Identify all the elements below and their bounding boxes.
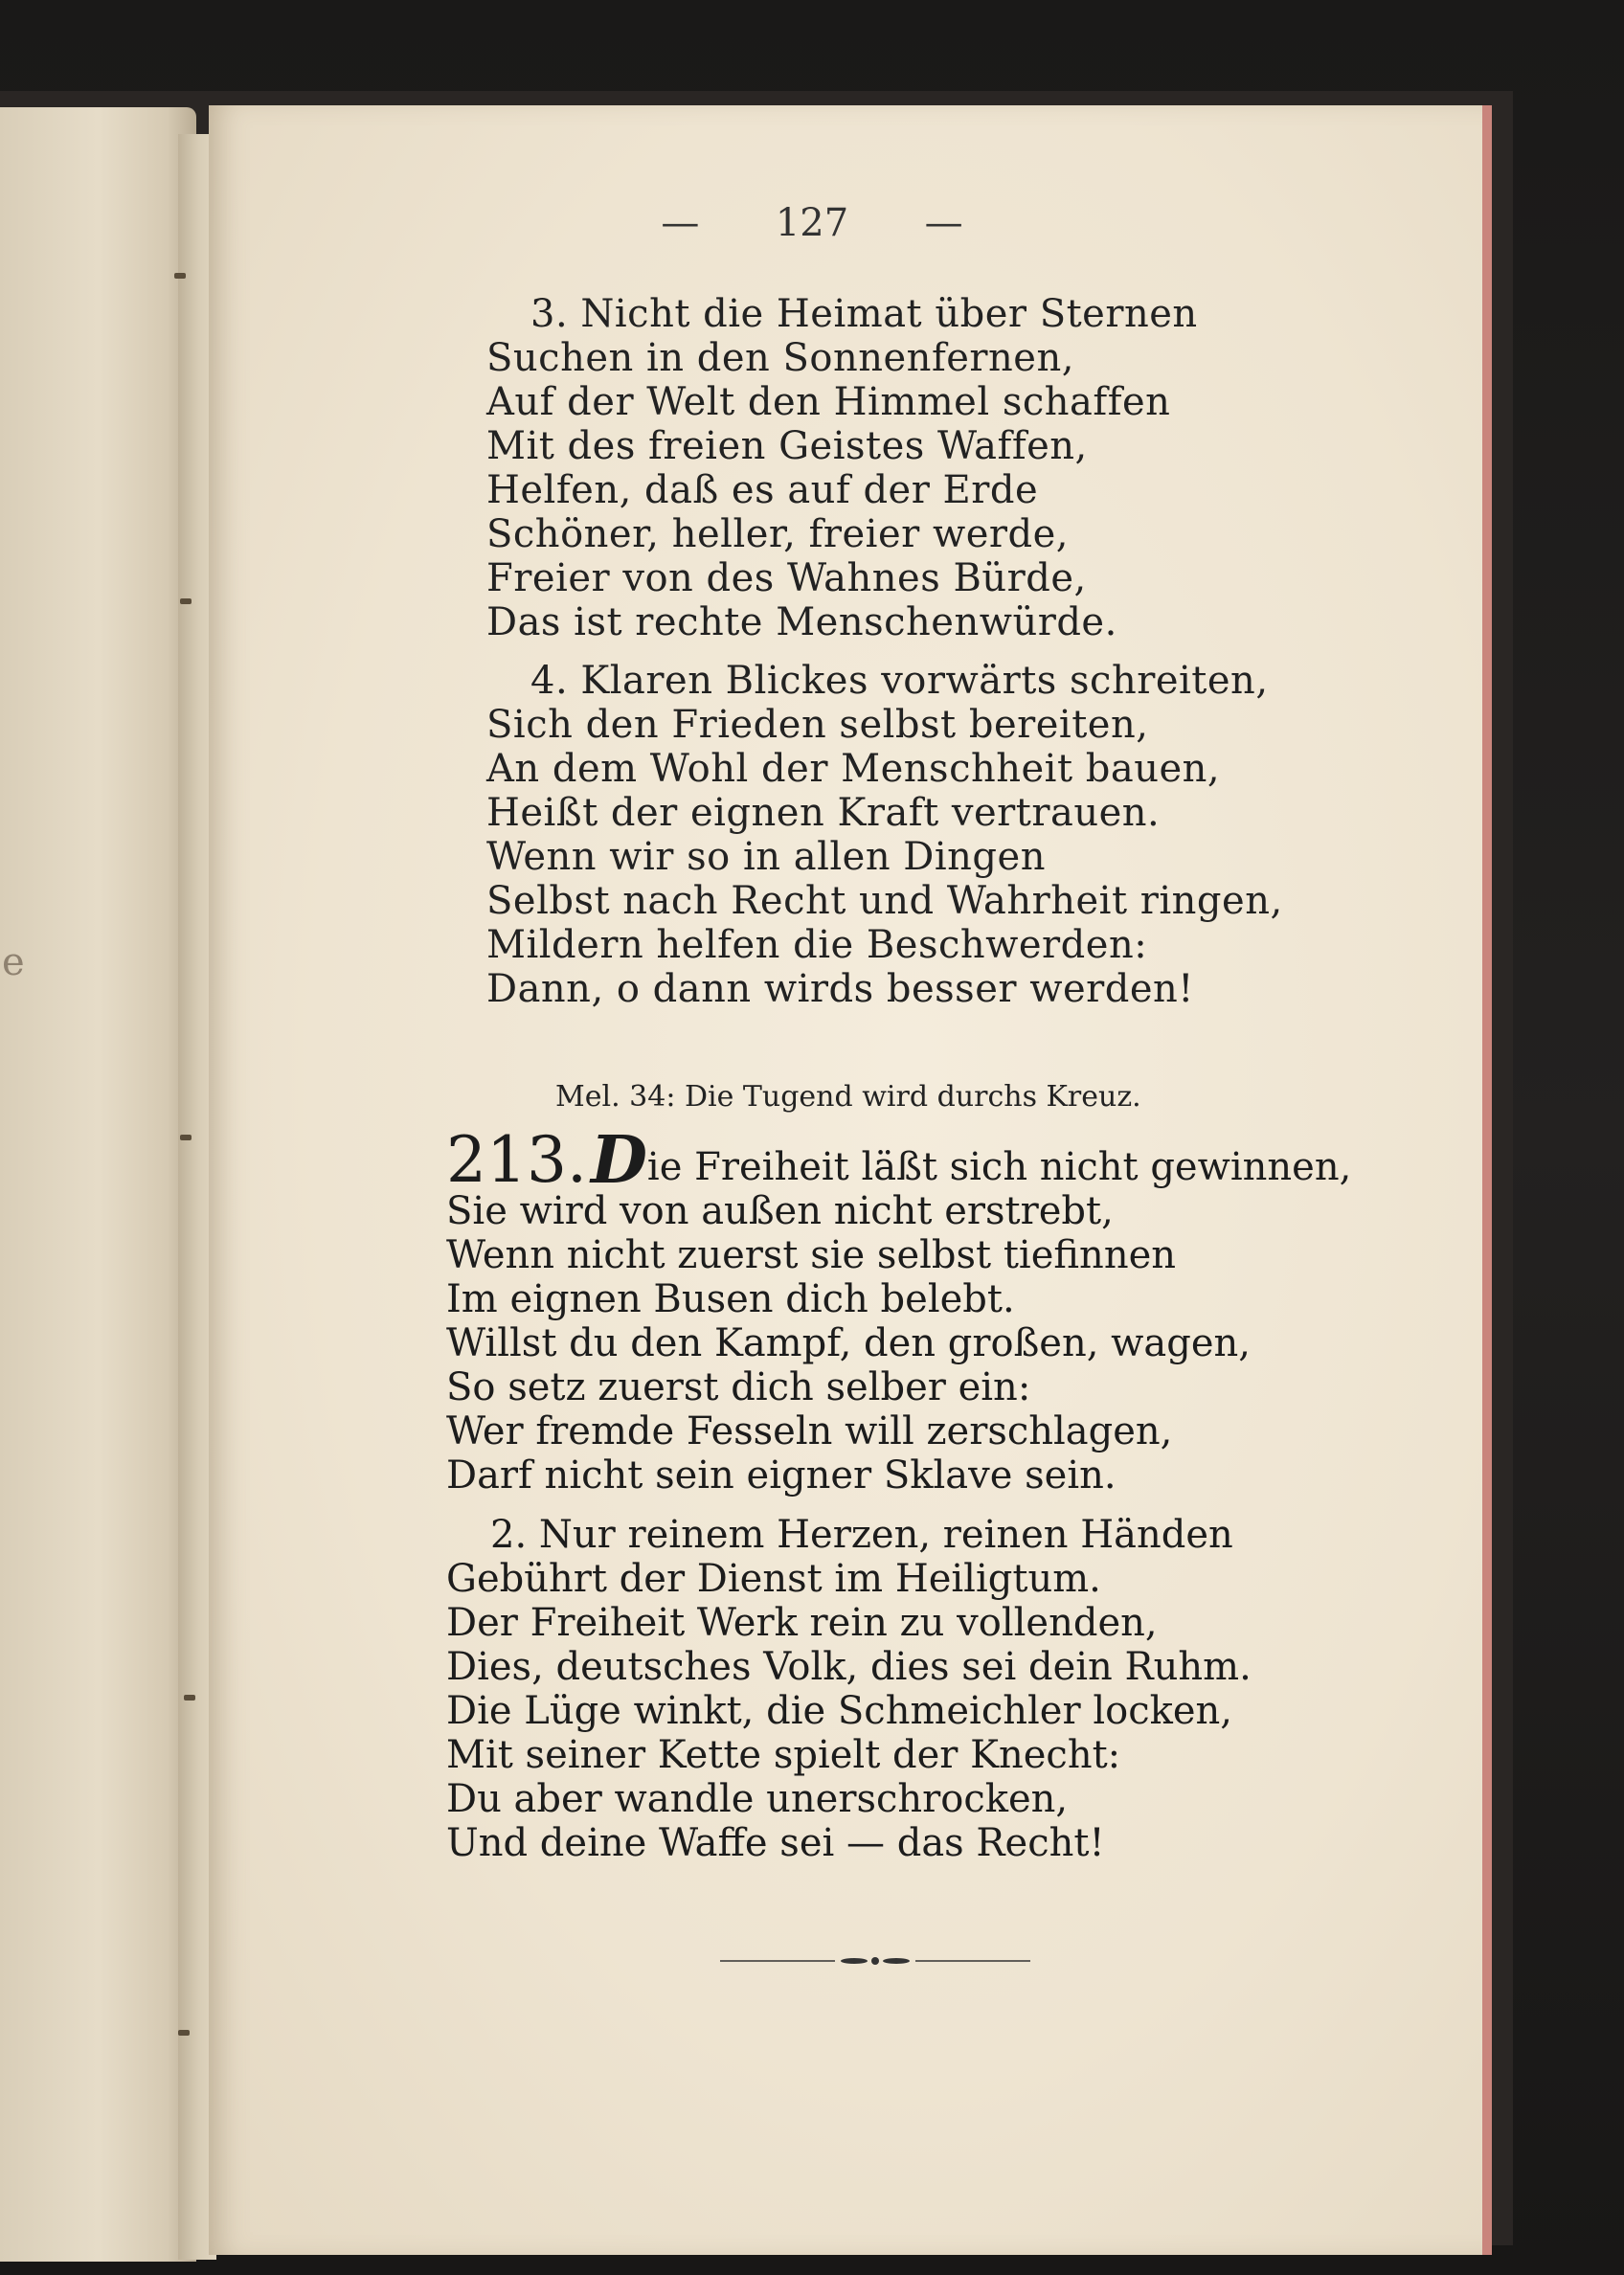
- verse-line: Wenn nicht zuerst sie selbst tiefinnen: [446, 1233, 1177, 1277]
- verse-line: Sich den Frieden selbst bereiten,: [486, 703, 1149, 747]
- verse-line: Darf nicht sein eigner Sklave sein.: [446, 1453, 1116, 1498]
- verse-line: Dann, o dann wirds besser werden!: [486, 967, 1194, 1011]
- page-number-dash-left: —: [661, 201, 700, 245]
- verse-line: Auf der Welt den Himmel schaffen: [486, 380, 1171, 424]
- verse-line: Mildern helfen die Beschwerden:: [486, 923, 1148, 967]
- verse-line: Das ist rechte Menschenwürde.: [486, 600, 1117, 644]
- verse-line: Wenn wir so in allen Dingen: [486, 835, 1046, 879]
- end-ornament: [720, 1951, 1030, 1971]
- binding-stitch: [180, 1135, 192, 1140]
- verse-line: So setz zuerst dich selber ein:: [446, 1365, 1031, 1409]
- left-page: [0, 107, 196, 2262]
- verse-line: Dies, deutsches Volk, dies sei dein Ruhm.: [446, 1645, 1252, 1689]
- binding-stitch: [178, 2030, 190, 2036]
- verse-line: Und deine Waffe sei — das Recht!: [446, 1821, 1105, 1865]
- ornament-flourish-right: [883, 1958, 910, 1964]
- ornament-flourish-left: [841, 1958, 868, 1964]
- verse-line: Suchen in den Sonnenfernen,: [486, 336, 1074, 380]
- verse-line: Freier von des Wahnes Bürde,: [486, 556, 1087, 600]
- verse-line: ie Freiheit läßt sich nicht gewinnen,: [646, 1145, 1352, 1189]
- verse-line: Du aber wandle unerschrocken,: [446, 1777, 1069, 1821]
- verse-line: Willst du den Kampf, den großen, wagen,: [446, 1321, 1251, 1365]
- verse-line: Im eignen Busen dich belebt.: [446, 1277, 1015, 1321]
- page-number: [0, 201, 1624, 245]
- page-number-value: 127: [775, 201, 849, 245]
- verse-line: Selbst nach Recht und Wahrheit ringen,: [486, 879, 1283, 923]
- stanza-4: [486, 659, 1283, 1011]
- binding-stitch: [184, 1695, 195, 1701]
- verse-line: Heißt der eignen Kraft vertrauen.: [486, 791, 1161, 835]
- verse-line: 2. Nur reinem Herzen, reinen Händen: [490, 1513, 1233, 1557]
- verse-line: Mit des freien Geistes Waffen,: [486, 424, 1088, 468]
- verse-line: Der Freiheit Werk rein zu vollenden,: [446, 1601, 1158, 1645]
- ornament-center-dot: [871, 1957, 879, 1965]
- hymn-initial-letter: D: [590, 1122, 647, 1199]
- verse-line: Wer fremde Fesseln will zerschlagen,: [446, 1409, 1173, 1453]
- verse-line: Schöner, heller, freier werde,: [486, 512, 1070, 556]
- verse-line: Sie wird von außen nicht erstrebt,: [446, 1189, 1114, 1233]
- binding-stitch: [180, 598, 192, 604]
- verse-line: 3. Nicht die Heimat über Sternen: [530, 292, 1198, 336]
- verse-line: 4. Klaren Blickes vorwärts schreiten,: [530, 659, 1269, 703]
- page-number-dash-right: —: [924, 201, 963, 245]
- left-page-edge-letter: e: [2, 940, 25, 984]
- binding-stitch: [174, 273, 186, 279]
- hymn-first-line: [446, 1122, 1352, 1199]
- melody-reference: Mel. 34: Die Tugend wird durchs Kreuz.: [555, 1080, 1141, 1114]
- verse-line: Die Lüge winkt, die Schmeichler locken,: [446, 1689, 1232, 1733]
- verse-line: Mit seiner Kette spielt der Knecht:: [446, 1733, 1121, 1777]
- hymn-213: [446, 1122, 1352, 1865]
- verse-line: Gebührt der Dienst im Heiligtum.: [446, 1557, 1101, 1601]
- stanza-3: [486, 292, 1198, 644]
- verse-line: Helfen, daß es auf der Erde: [486, 468, 1039, 512]
- hymn-number: 213.: [446, 1123, 587, 1197]
- verse-line: An dem Wohl der Menschheit bauen,: [486, 747, 1221, 791]
